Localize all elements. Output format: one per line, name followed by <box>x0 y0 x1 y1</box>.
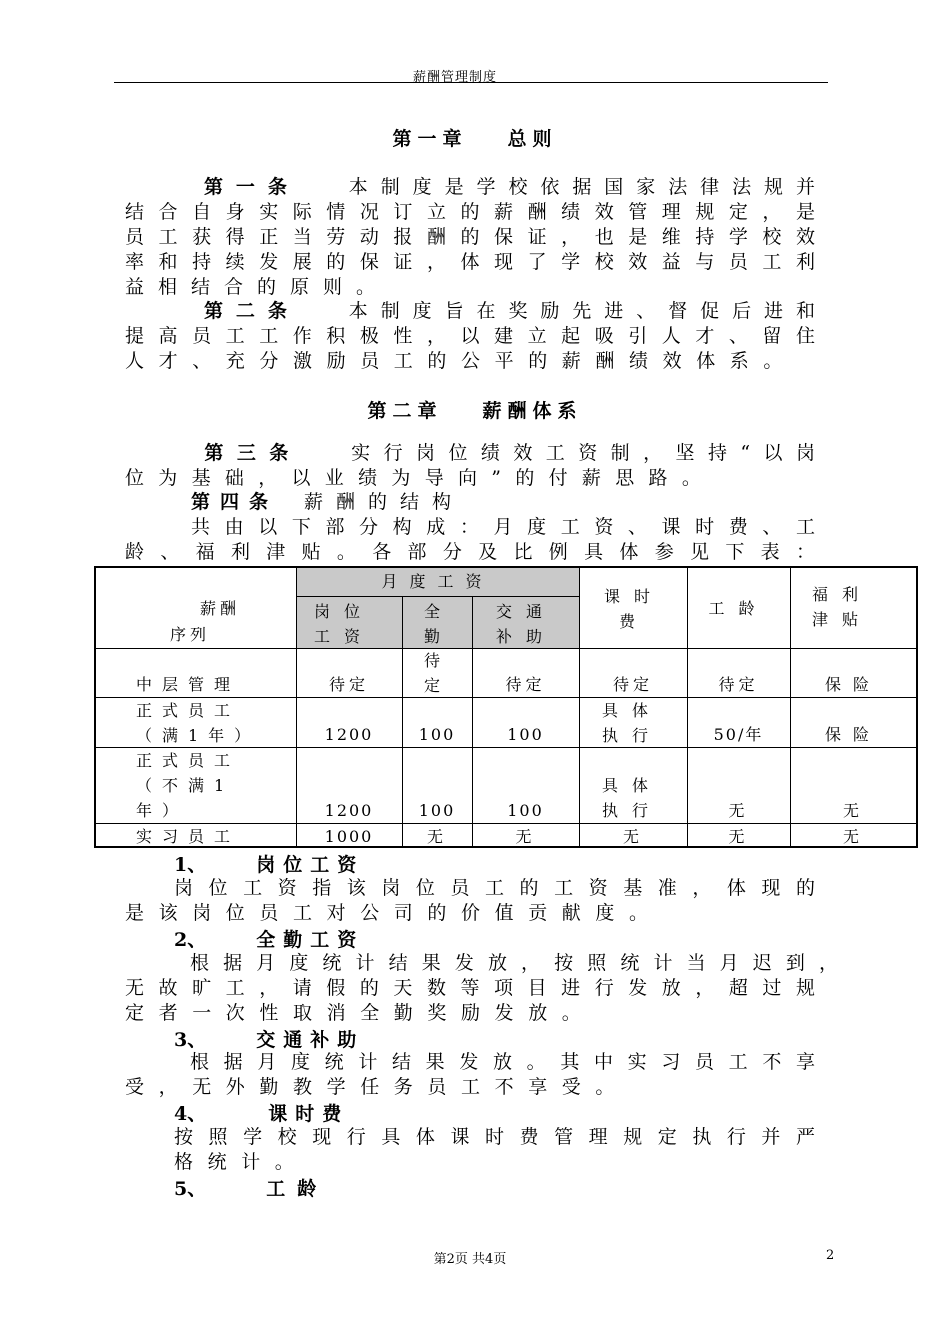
article-3-line-1: 第三条 实行岗位绩效工资制，坚持“以岗 <box>191 442 815 464</box>
table-row-2-cell-4: 具体执行 <box>602 701 663 745</box>
table-row-3-name: 正式员工（不满1年） <box>136 751 241 820</box>
table-group-header: 月度工资 <box>381 572 494 591</box>
table-header-seniority: 工龄 <box>708 599 769 618</box>
table-row-2-cell-1: 1200 <box>324 725 374 744</box>
article-4-line-3: 龄、福利津贴。各部分及比例具体参见下表： <box>125 541 815 563</box>
table-row-3-cell-5: 无 <box>728 801 749 820</box>
article-3-line-2: 位为基础，以业绩为导向”的付薪思路。 <box>125 467 716 489</box>
table-corner-bottom: 序列 <box>170 625 211 644</box>
article-3-label: 第三条 <box>191 442 302 464</box>
item-1-line-2: 是该岗位员工对公司的价值贡献度。 <box>125 902 663 924</box>
article-4-line-2: 共由以下部分构成：月度工资、课时费、工 <box>191 516 815 538</box>
article-1-line-2: 结合自身实际情况订立的薪酬绩效管理规定，是 <box>125 201 815 223</box>
table-row-3-cell-1: 1200 <box>324 801 374 820</box>
header-title: 薪酬管理制度 <box>412 70 497 85</box>
item-3-line-1: 根据月度统计结果发放。其中实习员工不享 <box>190 1051 815 1073</box>
item-5-title: 工龄 <box>266 1178 329 1200</box>
item-2-heading <box>174 925 364 952</box>
item-4-line-1: 按照学校现行具体课时费管理规定执行并严 <box>174 1126 815 1148</box>
chapter-1-title: 总则 <box>507 128 558 150</box>
chapter-2-heading <box>0 396 950 423</box>
table-row-1-cell-6: 保险 <box>824 675 881 694</box>
item-2-title: 全勤工资 <box>256 929 365 951</box>
table-row-3-cell-3: 100 <box>507 801 544 820</box>
salary-structure-table <box>94 566 918 848</box>
article-1-line-1: 第一条 本制度是学校依据国家法律法规并 <box>191 176 815 198</box>
item-1-line-1: 岗位工资指该岗位员工的工资基准，体现的 <box>174 877 815 899</box>
table-row-4-cell-5: 无 <box>728 827 749 846</box>
table-row-2-name: 正式员工（满1年） <box>136 701 261 745</box>
item-3-number: 3、 <box>174 1029 207 1051</box>
table-row-1-cell-2: 待定 <box>423 651 454 695</box>
article-1-line-5: 益相结合的原则。 <box>125 276 390 298</box>
footer-page-number: 2 <box>826 1248 835 1263</box>
table-row-1-cell-1: 待定 <box>328 675 369 694</box>
table-header-lesson-fee: 课时费 <box>603 587 664 631</box>
article-4-label: 第四条 <box>191 491 279 513</box>
table-row-4-cell-2: 无 <box>426 827 447 846</box>
article-2-label: 第二条 <box>191 300 300 322</box>
table-corner-top: 薪酬 <box>200 599 241 618</box>
article-4-title: 薪酬的结构 <box>304 491 465 513</box>
table-row-3-cell-6: 无 <box>842 801 863 820</box>
item-5-number: 5、 <box>174 1178 207 1200</box>
article-2-line-3: 人才、充分激励员工的公平的薪酬绩效体系。 <box>125 350 798 372</box>
article-2-line-2: 提高员工工作积极性，以建立起吸引人才、留住 <box>125 325 815 347</box>
table-row-4-name: 实习员工 <box>136 827 241 846</box>
table-subheader-position: 岗位工资 <box>314 602 375 646</box>
table-subheader-attendance: 全勤 <box>423 602 454 646</box>
chapter-2-title: 薪酬体系 <box>482 400 583 422</box>
item-2-line-2: 无故旷工，请假的天数等项目进行发放，超过规 <box>125 977 815 999</box>
item-2-line-1: 根据月度统计结果发放，按照统计当月迟到， <box>190 952 838 974</box>
item-2-number: 2、 <box>174 929 207 951</box>
chapter-1-heading <box>0 124 950 151</box>
table-row-2-cell-6: 保险 <box>824 725 881 744</box>
item-3-heading <box>174 1025 364 1052</box>
table-row-1-cell-3: 待定 <box>505 675 546 694</box>
article-1-line-4: 率和持续发展的保证，体现了学校效益与员工利 <box>125 251 815 273</box>
item-1-title: 岗位工资 <box>256 854 365 876</box>
footer-page-info: 第2页 共4页 <box>433 1252 507 1267</box>
table-row-3-cell-4: 具体执行 <box>602 776 663 820</box>
header-divider <box>114 82 828 83</box>
article-2-line-1: 第二条 本制度旨在奖励先进、督促后进和 <box>191 300 815 322</box>
item-4-number: 4、 <box>174 1103 207 1125</box>
table-row-1-cell-5: 待定 <box>718 675 759 694</box>
table-row-4-cell-4: 无 <box>622 827 643 846</box>
table-row-4-cell-6: 无 <box>842 827 863 846</box>
chapter-2-label: 第二章 <box>367 400 443 422</box>
table-row-1-cell-4: 待定 <box>612 675 653 694</box>
table-row-2-cell-3: 100 <box>507 725 544 744</box>
table-row-1-name: 中层管理 <box>136 675 241 694</box>
chapter-1-label: 第一章 <box>392 128 468 150</box>
table-subheader-transport: 交通补助 <box>496 602 557 646</box>
item-2-line-3: 定者一次性取消全勤奖励发放。 <box>125 1002 596 1024</box>
item-3-line-2: 受，无外勤教学任务员工不享受。 <box>125 1076 630 1098</box>
article-4-line-1 <box>125 490 815 514</box>
table-row-4-cell-3: 无 <box>515 827 536 846</box>
table-row-2-cell-2: 100 <box>418 725 456 744</box>
item-1-heading <box>174 850 364 877</box>
item-5-heading <box>174 1174 328 1201</box>
table-row-3-cell-2: 100 <box>418 801 456 820</box>
item-3-title: 交通补助 <box>256 1029 365 1051</box>
table-row-2-cell-5: 50/年 <box>713 725 764 744</box>
table-header-benefits: 福利津贴 <box>812 585 873 629</box>
item-4-title: 课时费 <box>268 1103 350 1125</box>
table-row-4-cell-1: 1000 <box>324 827 374 846</box>
item-1-number: 1、 <box>174 854 207 876</box>
item-4-heading <box>174 1099 349 1126</box>
article-1-line-3: 员工获得正当劳动报酬的保证，也是维持学校效 <box>125 226 815 248</box>
item-4-line-2: 格统计。 <box>174 1151 309 1173</box>
article-1-label: 第一条 <box>191 176 300 198</box>
